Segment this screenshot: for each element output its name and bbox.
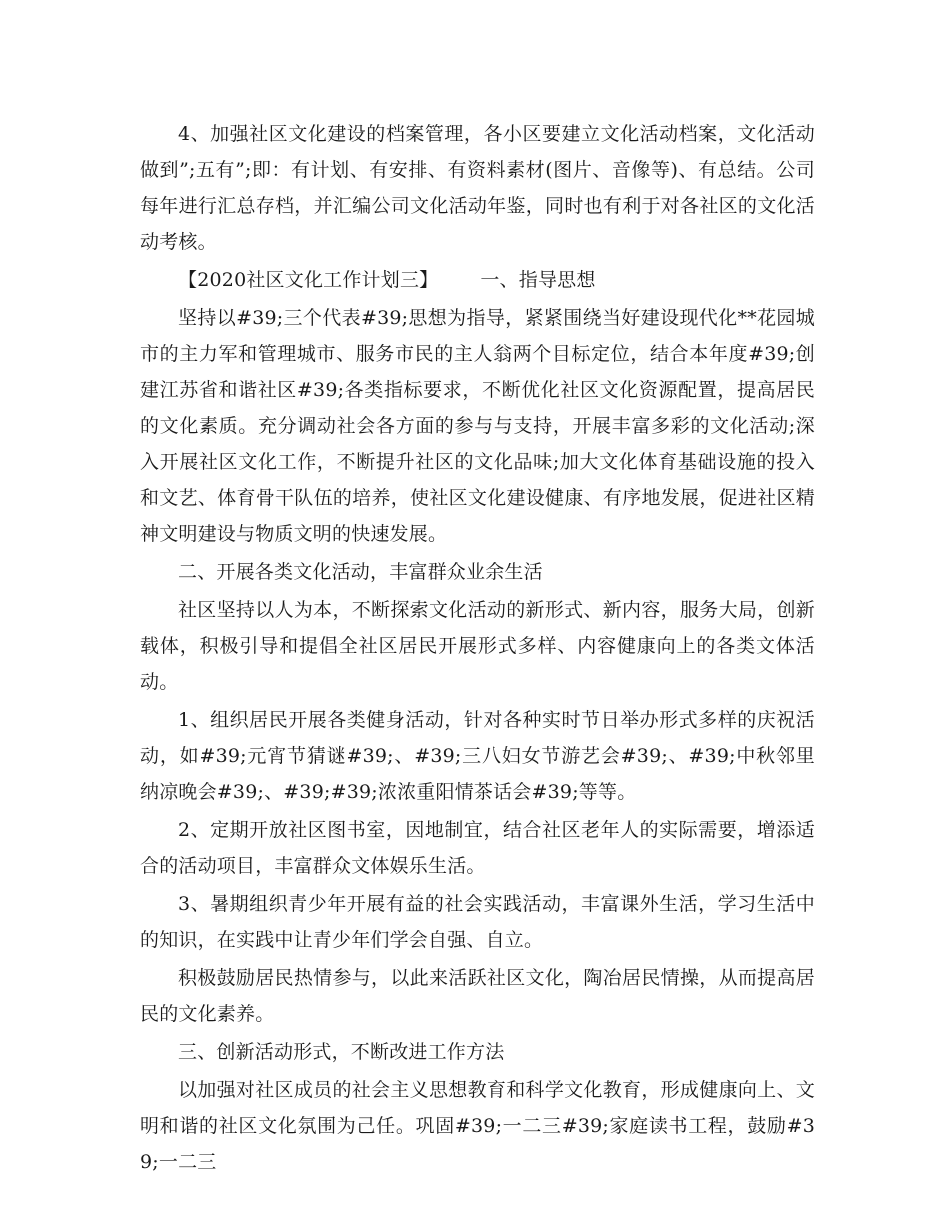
paragraph-library: 2、定期开放社区图书室，因地制宜，结合社区老年人的实际需要，增添适合的活动项目，丰富群众文体娱乐生活。 bbox=[140, 819, 815, 877]
section-heading-guiding-ideology: 一、指导思想 bbox=[480, 269, 596, 291]
paragraph-fitness-activities: 1、组织居民开展各类健身活动，针对各种实时节日举办形式多样的庆祝活动，如#39;元宵节猜谜#39;、#39;三八妇女节游艺会#39;、#39;中秋邻里纳凉晚会#39;、#39;#39;浓浓重阳情茶话会#39;等等。 bbox=[140, 709, 815, 803]
paragraph-education: 以加强对社区成员的社会主义思想教育和科学文化教育，形成健康向上、文明和谐的社区文化氛围为己任。巩固#39;一二三#39;家庭读书工程，鼓励#39;一二三 bbox=[140, 1079, 815, 1173]
paragraph-archive-management: 4、加强社区文化建设的档案管理，各小区要建立文化活动档案，文化活动做到”;五有”;即：有计划、有安排、有资料素材(图片、音像等)、有总结。公司每年进行汇总存档，并汇编公司文化活动年鉴，同时也有利于对各社区的文化活动考核。 bbox=[140, 123, 815, 253]
section-heading-cultural-activities: 二、开展各类文化活动，丰富群众业余生活 bbox=[178, 561, 543, 583]
paragraph-summer-practice: 3、暑期组织青少年开展有益的社会实践活动，丰富课外生活，学习生活中的知识，在实践中让青少年们学会自强、自立。 bbox=[140, 893, 815, 951]
paragraph-plan-heading bbox=[140, 262, 815, 298]
paragraph-encourage-participation: 积极鼓励居民热情参与，以此来活跃社区文化，陶冶居民情操，从而提高居民的文化素养。 bbox=[140, 967, 815, 1025]
paragraph-guiding-ideology: 坚持以#39;三个代表#39;思想为指导，紧紧围绕当好建设现代化**花园城市的主力军和管理城市、服务市民的主人翁两个目标定位，结合本年度#39;创建江苏省和谐社区#39;各类指标要求，不断优化社区文化资源配置，提高居民的文化素质。充分调动社会各方面的参与与支持，开展丰富多彩的文化活动;深入开展社区文化工作，不断提升社区的文化品味;加大文化体育基础设施的投入和文艺、体育骨干队伍的培养，使社区文化建设健康、有序地发展，促进社区精神文明建设与物质文明的快速发展。 bbox=[140, 307, 815, 545]
document-body bbox=[140, 116, 815, 1180]
section-heading-innovate-methods: 三、创新活动形式，不断改进工作方法 bbox=[178, 1041, 505, 1063]
paragraph-people-oriented: 社区坚持以人为本，不断探索文化活动的新形式、新内容，服务大局，创新载体，积极引导和提倡全社区居民开展形式多样、内容健康向上的各类文体活动。 bbox=[140, 599, 815, 693]
plan-title: 【2020社区文化工作计划三】 bbox=[178, 269, 439, 291]
